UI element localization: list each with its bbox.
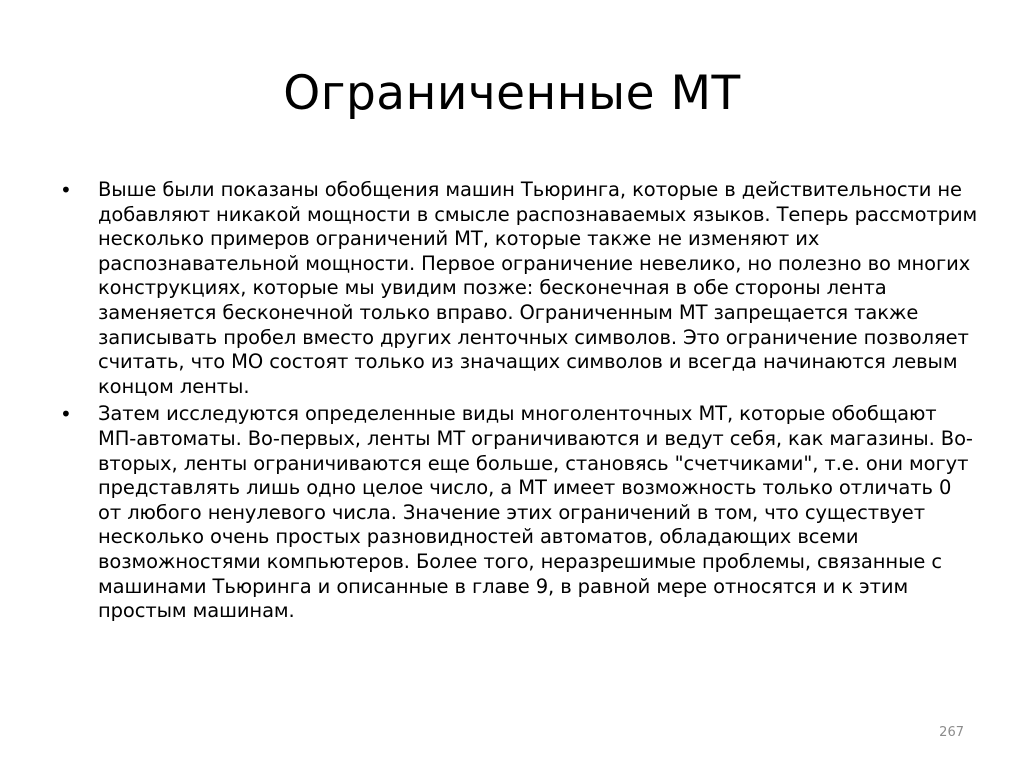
bullet-marker: •: [60, 178, 72, 202]
bullet-list: [60, 178, 980, 627]
slide-title: Ограниченные МТ: [283, 66, 741, 121]
bullet-text: Затем исследуются определенные виды многоленточных МТ, которые обобщают МП-автоматы. Во-первых, ленты МТ ограничиваются и ведут себя, как магазины. Во- вторых, ленты ограничиваются еще больше, становясь "счетчиками", т.е. они могут представлять лишь одно целое число, а МТ имеет возможность только отличать 0 от любого ненулевого числа. Значение этих ограничений в том, что существует несколько очень простых разновидностей автоматов, обладающих всеми возможностями компьютеров. Более того, неразрешимые проблемы, связанные с машинами Тьюринга и описанные в главе 9, в равной мере относятся и к этим простым машинам.: [98, 402, 973, 623]
bullet-item: [60, 402, 980, 623]
bullet-item: [60, 178, 980, 399]
slide-number: 267: [939, 725, 964, 740]
bullet-text: Выше были показаны обобщения машин Тьюринга, которые в действительности не добавляют никакой мощности в смысле распознаваемых языков. Теперь рассмотрим несколько примеров ограничений МТ, которые также не изменяют их распознавательной мощности. Первое ограничение невелико, но полезно во многих конструкциях, которые мы увидим позже: бесконечная в обе стороны лента заменяется бесконечной только вправо. Ограниченным МТ запрещается также записывать пробел вместо других ленточных символов. Это ограничение позволяет считать, что МО состоят только из значащих символов и всегда начинаются левым концом ленты.: [98, 178, 978, 398]
bullet-marker: •: [60, 402, 72, 427]
